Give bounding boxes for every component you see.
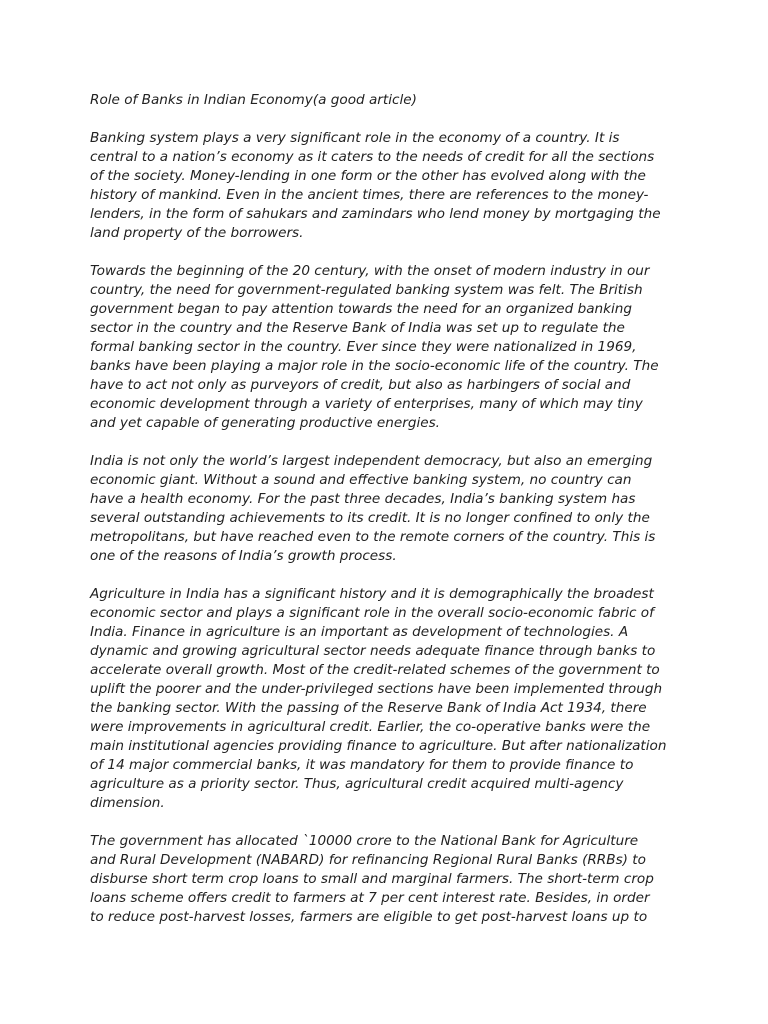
text-line: one of the reasons of India’s growth process.: [90, 548, 397, 564]
text-line: sector in the country and the Reserve Bank of India was set up to regulate the: [90, 320, 625, 336]
text-line: several outstanding achievements to its credit. It is no longer confined to only the: [90, 510, 650, 526]
text-line: to reduce post-harvest losses, farmers are eligible to get post-harvest loans up to: [90, 909, 648, 925]
text-line: Towards the beginning of the 20 century, with the onset of modern industry in our: [90, 263, 650, 279]
text-line: country, the need for government-regulated banking system was felt. The British: [90, 282, 643, 298]
text-line: dynamic and growing agricultural sector needs adequate finance through banks to: [90, 643, 656, 659]
text-line: The government has allocated `10000 crore to the National Bank for Agriculture: [90, 833, 639, 849]
document-body: [90, 129, 680, 927]
document-title: Role of Banks in Indian Economy(a good article): [90, 92, 417, 108]
paragraph: [90, 129, 680, 243]
text-line: accelerate overall growth. Most of the credit-related schemes of the government to: [90, 662, 660, 678]
paragraph: [90, 585, 680, 813]
text-line: history of mankind. Even in the ancient times, there are references to the money-: [90, 187, 649, 203]
text-line: central to a nation’s economy as it caters to the needs of credit for all the sections: [90, 149, 655, 165]
text-line: economic giant. Without a sound and effective banking system, no country can: [90, 472, 632, 488]
text-line: metropolitans, but have reached even to the remote corners of the country. This is: [90, 529, 656, 545]
text-line: and yet capable of generating productive energies.: [90, 415, 440, 431]
text-line: of the society. Money-lending in one form or the other has evolved along with the: [90, 168, 646, 184]
text-line: land property of the borrowers.: [90, 225, 304, 241]
text-line: government began to pay attention towards the need for an organized banking: [90, 301, 633, 317]
text-line: uplift the poorer and the under-privileged sections have been implemented through: [90, 681, 663, 697]
paragraph: [90, 452, 680, 566]
text-line: formal banking sector in the country. Ever since they were nationalized in 1969,: [90, 339, 637, 355]
text-line: economic sector and plays a significant role in the overall socio-economic fabric of: [90, 605, 654, 621]
text-line: economic development through a variety of enterprises, many of which may tiny: [90, 396, 643, 412]
text-line: the banking sector. With the passing of the Reserve Bank of India Act 1934, there: [90, 700, 647, 716]
text-line: dimension.: [90, 795, 165, 811]
text-line: disburse short term crop loans to small and marginal farmers. The short-term crop: [90, 871, 654, 887]
text-line: have a health economy. For the past three decades, India’s banking system has: [90, 491, 636, 507]
text-line: were improvements in agricultural credit. Earlier, the co-operative banks were the: [90, 719, 651, 735]
text-line: agriculture as a priority sector. Thus, agricultural credit acquired multi-agency: [90, 776, 624, 792]
text-line: lenders, in the form of sahukars and zamindars who lend money by mortgaging the: [90, 206, 661, 222]
text-line: banks have been playing a major role in the socio-economic life of the country. The: [90, 358, 659, 374]
text-line: of 14 major commercial banks, it was mandatory for them to provide finance to: [90, 757, 634, 773]
paragraph: [90, 832, 680, 927]
text-line: have to act not only as purveyors of credit, but also as harbingers of social and: [90, 377, 631, 393]
text-line: loans scheme offers credit to farmers at 7 per cent interest rate. Besides, in order: [90, 890, 650, 906]
text-line: India is not only the world’s largest independent democracy, but also an emerging: [90, 453, 653, 469]
text-line: India. Finance in agriculture is an important as development of technologies. A: [90, 624, 629, 640]
text-line: Agriculture in India has a significant history and it is demographically the broadest: [90, 586, 654, 602]
text-line: main institutional agencies providing finance to agriculture. But after nationalization: [90, 738, 667, 754]
text-line: and Rural Development (NABARD) for refinancing Regional Rural Banks (RRBs) to: [90, 852, 646, 868]
text-line: Banking system plays a very significant role in the economy of a country. It is: [90, 130, 620, 146]
paragraph: [90, 262, 680, 433]
document-page: [90, 91, 680, 946]
